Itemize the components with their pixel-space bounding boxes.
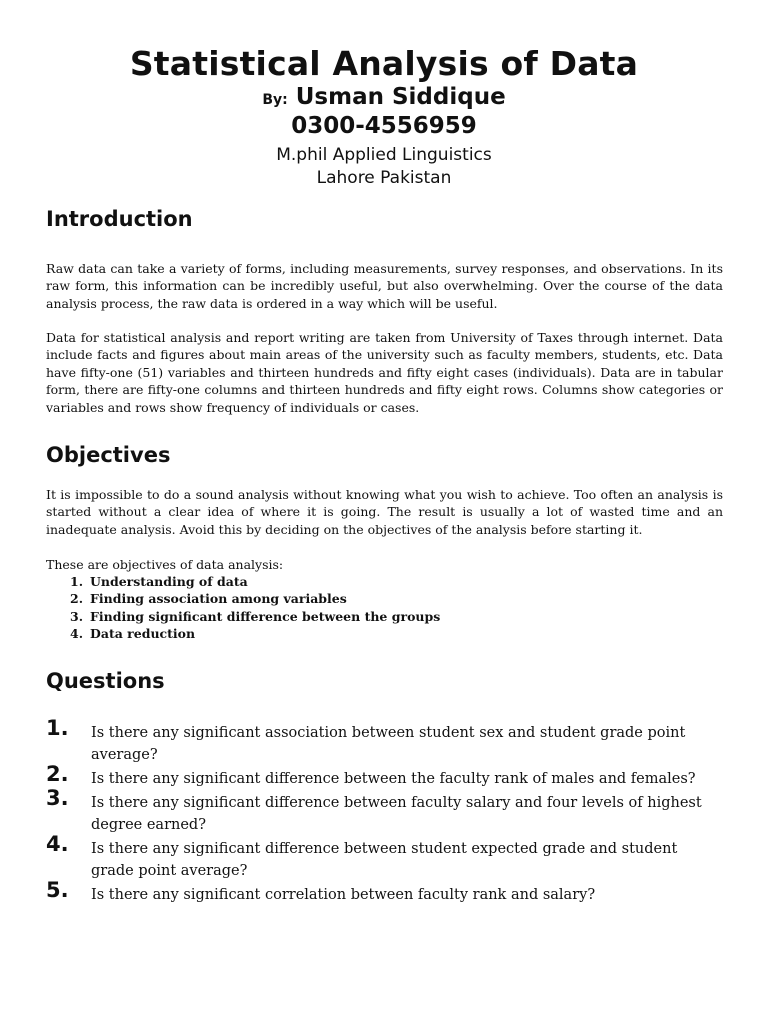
objectives-list-intro: These are objectives of data analysis: [46,557,284,572]
introduction-paragraph: Raw data can take a variety of forms, including measurements, survey responses, and observations. In its raw form, this information can be incredibly useful, but also overwhelming. Over the course of the data analysis process, the raw data is ordered in a way which will be useful. [46,261,723,311]
objective-text: Finding significant difference between the groups [90,608,441,624]
objective-number: 1. [70,574,84,589]
question-text: Is there any significant difference between faculty salary and four levels of highest degree earned? [91,795,702,833]
question-item [46,716,723,766]
objectives-heading: Objectives [46,443,171,467]
objective-number: 3. [70,608,84,624]
question-text: Is there any significant association between student sex and student grade point average? [91,725,686,763]
objective-text: Understanding of data [90,574,248,589]
objective-number: 2. [70,591,84,607]
objective-item [70,608,440,625]
byline [0,84,768,110]
objective-number: 4. [70,626,84,642]
objective-item [70,573,440,590]
document-title: Statistical Analysis of Data [129,44,639,83]
author-phone: 0300-4556959 [291,113,477,139]
author-degree: M.phil Applied Linguistics [276,145,492,165]
question-item [46,878,723,906]
questions-heading: Questions [46,669,165,693]
objective-text: Data reduction [90,626,196,642]
author-location: Lahore Pakistan [316,168,452,188]
introduction-heading: Introduction [46,207,193,231]
question-number: 5. [46,878,69,902]
author-name: Usman Siddique [295,84,506,110]
question-text: Is there any significant difference between the faculty rank of males and females? [91,771,696,787]
question-text: Is there any significant difference between student expected grade and student grade point average? [91,841,678,879]
introduction-paragraph: Data for statistical analysis and report writing are taken from University of Taxes through internet. Data include facts and figures about main areas of the university such as faculty members, students, etc. Data have fifty-one (51) variables and thirteen hundreds and fifty eight cases (individuals). Data are in tabular form, there are fifty-one columns and thirteen hundreds and fifty eight rows. Columns show categories or variables and rows show frequency of individuals or cases. [46,330,723,415]
objective-item [70,590,440,607]
question-item [46,832,723,882]
question-text: Is there any significant correlation between faculty rank and salary? [91,887,596,903]
question-item [46,786,723,836]
question-number: 1. [46,716,69,740]
question-number: 2. [46,762,69,786]
objectives-paragraph: It is impossible to do a sound analysis without knowing what you wish to achieve. Too often an analysis is started without a clear idea of where it is going. The result is usually a lot of wasted time and an inadequate analysis. Avoid this by deciding on the objectives of the analysis before starting it. [46,487,723,537]
question-number: 3. [46,786,69,810]
by-label: By: [262,92,288,108]
objective-item [70,625,440,642]
questions-list [46,716,723,908]
question-item [46,762,723,790]
objective-text: Finding association among variables [90,591,347,607]
objectives-list [70,573,440,643]
question-number: 4. [46,832,69,856]
